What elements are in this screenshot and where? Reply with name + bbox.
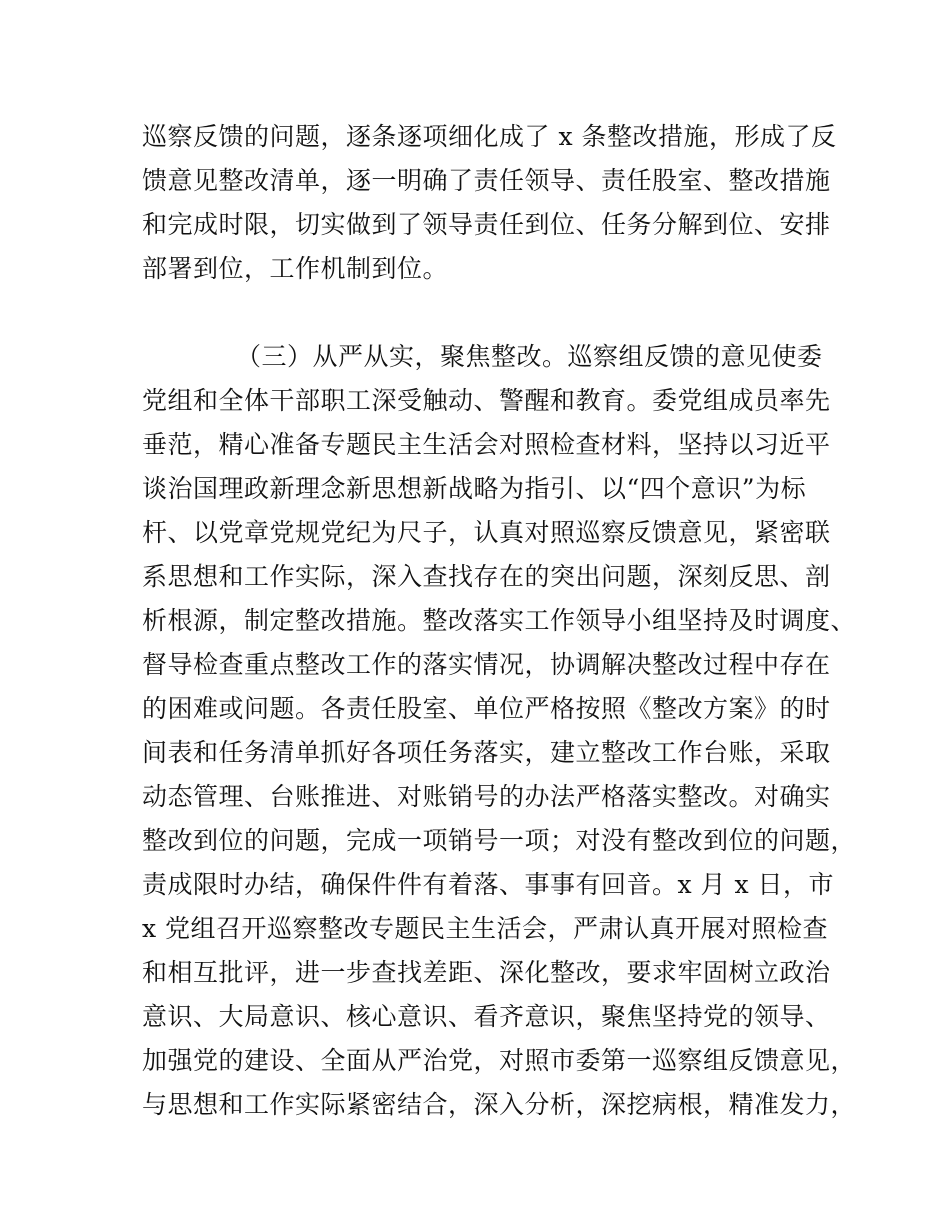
paragraph-2-line-14: x 党组召开巡察整改专题民主生活会，严肃认真开展对照检查 — [142, 914, 829, 943]
paragraph-2-line-15: 和相互批评，进一步查找差距、深化整改，要求牢固树立政治 — [142, 958, 831, 987]
paragraph-1-line-4: 部署到位，工作机制到位。 — [142, 254, 449, 283]
paragraph-2-line-1: （三）从严从实，聚焦整改。巡察组反馈的意见使委 — [236, 342, 823, 371]
paragraph-2-line-7: 析根源，制定整改措施。整改落实工作领导小组坚持及时调度、 — [142, 606, 857, 635]
paragraph-2-line-9: 的困难或问题。各责任股室、单位严格按照《整改方案》的时 — [142, 694, 831, 723]
paragraph-2-line-5: 杆、以党章党规党纪为尺子，认真对照巡察反馈意见，紧密联 — [142, 518, 831, 547]
paragraph-1-line-2: 馈意见整改清单，逐一明确了责任领导、责任股室、整改措施 — [142, 166, 831, 195]
paragraph-2-line-2: 党组和全体干部职工深受触动、警醒和教育。委党组成员率先 — [142, 386, 831, 415]
paragraph-2-line-3: 垂范，精心准备专题民主生活会对照检查材料，坚持以习近平 — [142, 430, 831, 459]
paragraph-1-line-1: 巡察反馈的问题，逐条逐项细化成了 x 条整改措施，形成了反 — [142, 122, 837, 151]
paragraph-1-line-3: 和完成时限，切实做到了领导责任到位、任务分解到位、安排 — [142, 210, 831, 239]
paragraph-2-line-12: 整改到位的问题，完成一项销号一项；对没有整改到位的问题， — [142, 826, 857, 855]
paragraph-2-line-4: 谈治国理政新理念新思想新战略为指引、以“四个意识”为标 — [142, 474, 807, 503]
paragraph-2-line-11: 动态管理、台账推进、对账销号的办法严格落实整改。对确实 — [142, 782, 831, 811]
paragraph-2-line-13: 责成限时办结，确保件件有着落、事事有回音。x 月 x 日，市 — [142, 870, 835, 899]
paragraph-2-line-17: 加强党的建设、全面从严治党，对照市委第一巡察组反馈意见， — [142, 1046, 857, 1075]
paragraph-2-line-10: 间表和任务清单抓好各项任务落实，建立整改工作台账，采取 — [142, 738, 831, 767]
paragraph-2-line-8: 督导检查重点整改工作的落实情况，协调解决整改过程中存在 — [142, 650, 831, 679]
paragraph-2-line-18: 与思想和工作实际紧密结合，深入分析，深挖病根，精准发力， — [142, 1090, 857, 1119]
paragraph-2-line-6: 系思想和工作实际，深入查找存在的突出问题，深刻反思、剖 — [142, 562, 831, 591]
paragraph-2-line-16: 意识、大局意识、核心意识、看齐意识，聚焦坚持党的领导、 — [142, 1002, 831, 1031]
